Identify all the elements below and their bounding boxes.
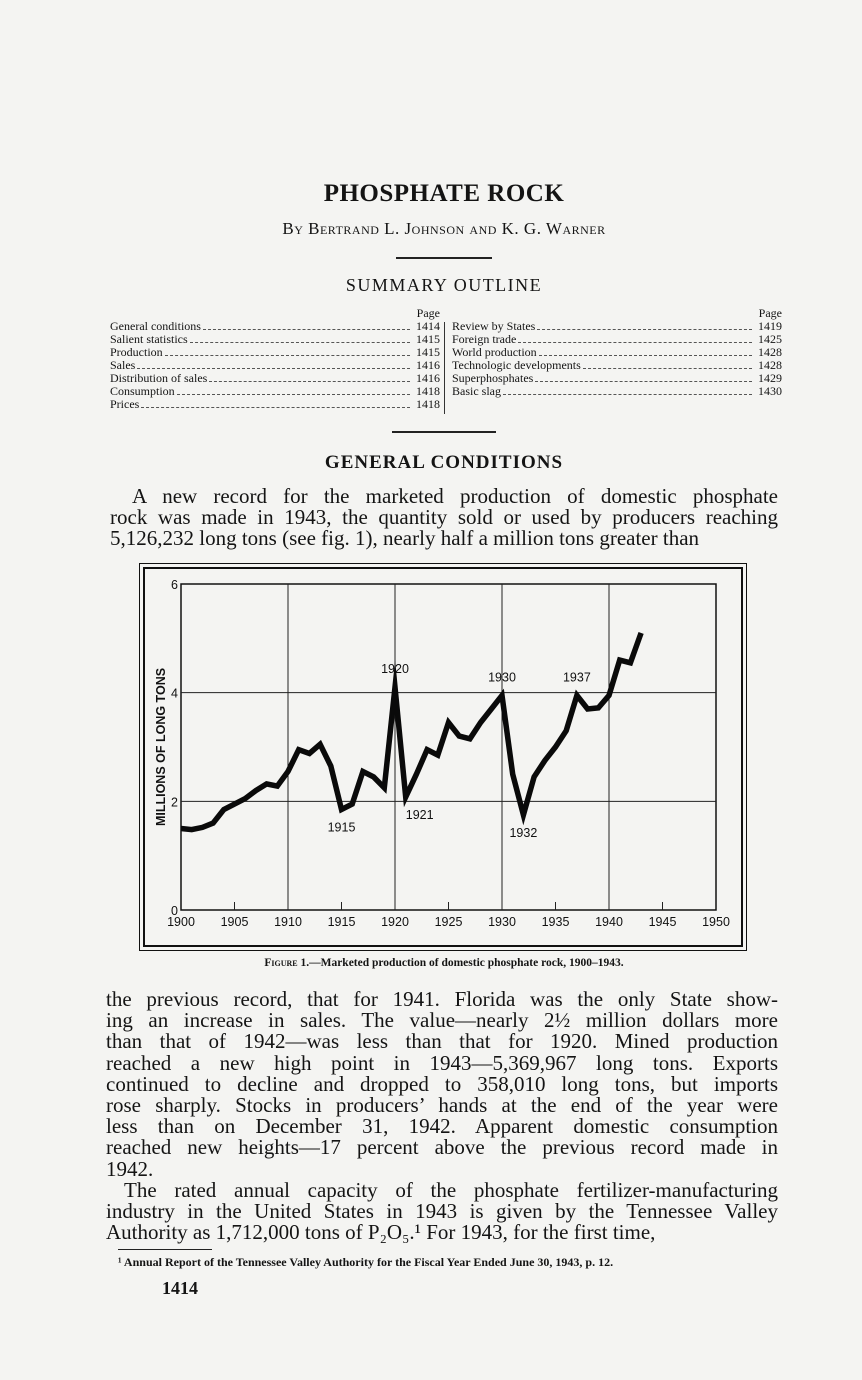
text-line: reached a new high point in 1943—5,369,967 long tons. Exports: [106, 1050, 778, 1075]
dot-leader: [537, 329, 752, 330]
x-tick-label: 1950: [702, 915, 730, 929]
outline-entry: [452, 385, 782, 398]
outline-entry-label: Salient statistics: [110, 331, 188, 346]
outline-entry-label: Production: [110, 344, 163, 359]
x-tick-label: 1900: [167, 915, 195, 929]
outline-entry: [110, 385, 440, 398]
dot-leader: [165, 355, 410, 356]
outline-entry-page: 1414: [416, 318, 440, 333]
paragraph-1: [110, 486, 778, 550]
production-series-line: [181, 633, 641, 830]
outline-entry: [452, 333, 782, 346]
page-column-header: Page: [758, 306, 782, 320]
text-line: the previous record, that for 1941. Florida was the only State show-: [106, 987, 778, 1011]
figure-frame: [143, 567, 743, 947]
text-line: continued to decline and dropped to 358,010 long tons, but imports: [106, 1071, 778, 1096]
year-annotation: 1921: [405, 807, 434, 822]
outline-left-column: [110, 307, 440, 411]
outline-entry-page: 1425: [758, 331, 782, 346]
text-line: rose sharply. Stocks in producers’ hands at the end of the year were: [106, 1093, 778, 1118]
document-title: PHOSPHATE ROCK: [323, 180, 565, 207]
year-annotation: 1920: [381, 662, 409, 677]
dot-leader: [177, 394, 410, 395]
outline-entry-page: 1416: [416, 370, 440, 385]
text-line: reached new heights—17 percent above the previous record made in: [106, 1135, 778, 1160]
text-line: The rated annual capacity of the phosphate fertilizer-manufacturing: [124, 1178, 778, 1202]
page-number: 1414: [162, 1278, 198, 1298]
outline-entry: [110, 398, 440, 411]
title-rule: [396, 257, 492, 259]
outline-entry-page: 1415: [416, 331, 440, 346]
outline-entry-label: Review by States: [452, 318, 536, 333]
year-annotation: 1930: [488, 670, 516, 685]
outline-entry: [110, 320, 440, 333]
x-tick-label: 1945: [648, 915, 677, 929]
summary-outline-heading: SUMMARY OUTLINE: [345, 275, 543, 295]
byline: By Bertrand L. Johnson and K. G. Warner: [282, 219, 606, 238]
dot-leader: [141, 407, 410, 408]
x-tick-label: 1910: [274, 915, 302, 929]
outline-entry-label: World production: [452, 344, 537, 359]
outline-entry-page: 1428: [758, 357, 782, 372]
outline-entry: [452, 372, 782, 385]
x-tick-label: 1935: [541, 915, 570, 929]
dot-leader: [203, 329, 410, 330]
paragraph-2: [106, 989, 778, 1180]
page-column-header: Page: [416, 306, 440, 320]
figure-caption: [0, 957, 862, 969]
text-line: A new record for the marketed production of domestic phosphate: [132, 484, 778, 508]
figure-label: Figure 1.: [264, 957, 310, 969]
x-tick-label: 1920: [381, 915, 409, 929]
outline-entry-page: 1416: [416, 357, 440, 372]
dot-leader: [535, 381, 752, 382]
text-line: rock was made in 1943, the quantity sold or used by producers reaching: [110, 505, 778, 530]
dot-leader: [137, 368, 410, 369]
text-line: less than on December 31, 1942. Apparent domestic consumption: [106, 1114, 778, 1139]
outline-entry-label: Basic slag: [452, 383, 501, 398]
outline-entry: [110, 372, 440, 385]
outline-entry-label: Technologic developments: [452, 357, 581, 372]
x-tick-label: 1905: [220, 915, 249, 929]
outline-entry-page: 1415: [416, 344, 440, 359]
outline-entry: [452, 346, 782, 359]
paragraph-3: [106, 1180, 778, 1244]
outline-entry-label: Consumption: [110, 383, 175, 398]
outline-entry-label: Foreign trade: [452, 331, 517, 346]
outline-entry-label: Prices: [110, 396, 140, 411]
text-line: 5,126,232 long tons (see fig. 1), nearly half a million tons greater than: [110, 526, 700, 551]
footnote-rule: [118, 1249, 212, 1250]
footnote: ¹ Annual Report of the Tennessee Valley Authority for the Fiscal Year Ended June 30, 1943, p. 12.: [118, 1255, 614, 1269]
x-tick-label: 1930: [488, 915, 516, 929]
section-heading: GENERAL CONDITIONS: [324, 452, 564, 473]
outline-divider: [444, 322, 445, 414]
dot-leader: [190, 342, 410, 343]
outline-entry-page: 1419: [758, 318, 782, 333]
x-tick-label: 1940: [595, 915, 623, 929]
outline-entry: [110, 333, 440, 346]
outline-entry-label: Superphosphates: [452, 370, 534, 385]
plot-area: [181, 584, 716, 910]
text-line: than that of 1942—was less than that for 1920. Mined production: [106, 1029, 778, 1054]
outline-entry-label: Distribution of sales: [110, 370, 208, 385]
text-line: ing an increase in sales. The value—nearly 2½ million dollars more: [106, 1008, 778, 1033]
outline-entry-page: 1428: [758, 344, 782, 359]
year-annotation: 1915: [327, 820, 356, 835]
text-line: 1942.: [106, 1156, 154, 1181]
y-tick-label: 2: [171, 795, 178, 810]
year-annotation: 1932: [509, 825, 538, 840]
y-tick-label: 0: [171, 904, 178, 918]
outline-entry-label: Sales: [110, 357, 136, 372]
outline-entry: [452, 320, 782, 333]
outline-entry: [110, 359, 440, 372]
outline-entry-page: 1418: [416, 383, 440, 398]
y-tick-label: 4: [171, 686, 178, 701]
dot-leader: [209, 381, 410, 382]
year-annotation: 1937: [562, 670, 591, 685]
outline-rule: [392, 431, 496, 433]
x-tick-label: 1915: [327, 915, 356, 929]
outline-entry-page: 1418: [416, 396, 440, 411]
outline-right-column: [452, 307, 782, 398]
outline-entry-page: 1429: [758, 370, 782, 385]
outline-entry-page: 1430: [758, 383, 782, 398]
dot-leader: [503, 394, 752, 395]
dot-leader: [518, 342, 752, 343]
dot-leader: [539, 355, 752, 356]
production-chart: [145, 569, 741, 945]
outline-entry: [452, 359, 782, 372]
outline-entry-label: General conditions: [110, 318, 201, 333]
y-tick-label: 6: [171, 578, 178, 592]
text-line: industry in the United States in 1943 is given by the Tennessee Valley: [106, 1199, 778, 1224]
x-tick-label: 1925: [434, 915, 463, 929]
outline-entry: [110, 346, 440, 359]
caption-text: —Marketed production of domestic phosphate rock, 1900–1943.: [309, 957, 624, 969]
y-axis-label: MILLIONS OF LONG TONS: [154, 667, 168, 827]
dot-leader: [583, 368, 752, 369]
text-line: Authority as 1,712,000 tons of P₂O₅.¹ For 1943, for the first time,: [106, 1220, 656, 1245]
